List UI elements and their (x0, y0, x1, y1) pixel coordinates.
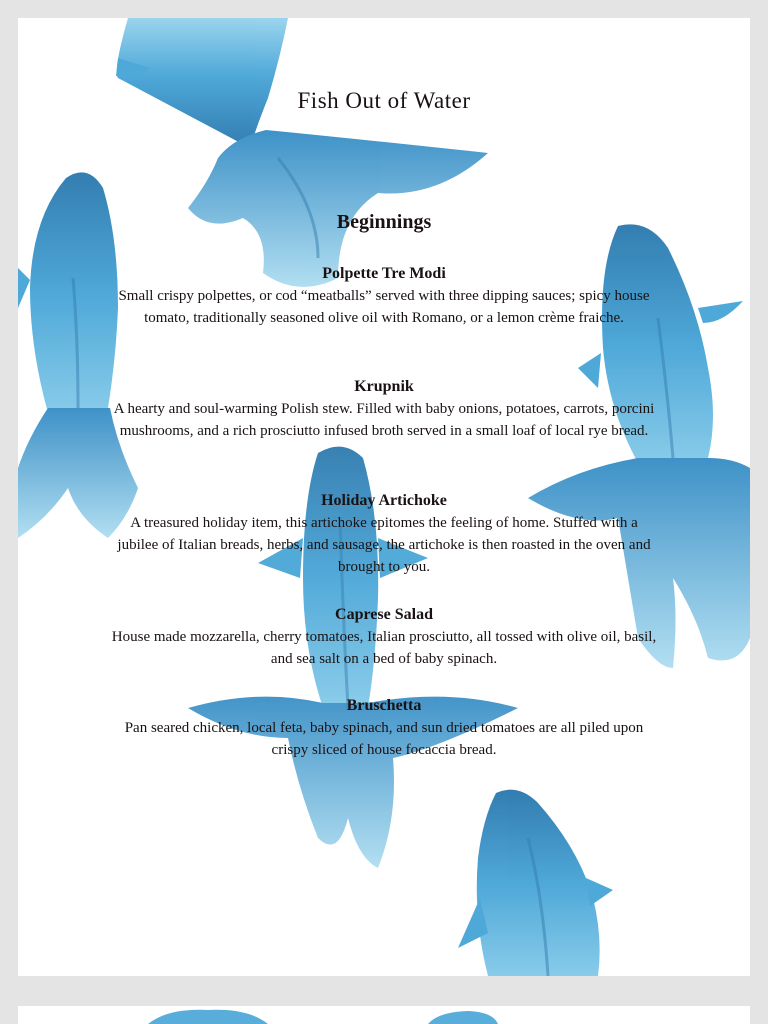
next-page-edge (18, 1006, 750, 1024)
dish-name: Bruschetta (346, 697, 422, 714)
dish-description: Small crispy polpettes, or cod “meatballs” served with three dipping sauces; spicy house tomato, traditionally seasoned olive oil with Romano, or a lemon crème fraiche. (118, 288, 650, 326)
fish-fin-edge-icon (18, 1006, 750, 1024)
menu-item-holiday-artichoke (108, 490, 660, 578)
restaurant-title: Fish Out of Water (297, 88, 471, 113)
section-heading: Beginnings (336, 211, 432, 233)
menu-page (18, 18, 750, 976)
dish-name: Polpette Tre Modi (322, 265, 446, 282)
menu-item-caprese-salad (108, 604, 660, 670)
menu-item-krupnik (108, 376, 660, 442)
menu-content (18, 18, 750, 976)
dish-name: Krupnik (354, 378, 414, 395)
menu-item-bruschetta (108, 695, 660, 761)
dish-description: House made mozzarella, cherry tomatoes, Italian prosciutto, all tossed with olive oil, basil, and sea salt on a bed of baby spinach. (111, 629, 657, 667)
menu-item-polpette (108, 263, 660, 329)
dish-name: Holiday Artichoke (321, 492, 447, 509)
dish-description: Pan seared chicken, local feta, baby spinach, and sun dried tomatoes are all piled upon crispy sliced of house focaccia bread. (124, 720, 644, 758)
dish-description: A hearty and soul-warming Polish stew. Filled with baby onions, potatoes, carrots, porcini mushrooms, and a rich prosciutto infused broth served in a small loaf of local rye bread. (113, 401, 655, 439)
dish-name: Caprese Salad (335, 606, 433, 623)
dish-description: A treasured holiday item, this artichoke epitomes the feeling of home. Stuffed with a jubilee of Italian breads, herbs, and sausage, the artichoke is then roasted in the oven and brought to you. (117, 515, 651, 575)
